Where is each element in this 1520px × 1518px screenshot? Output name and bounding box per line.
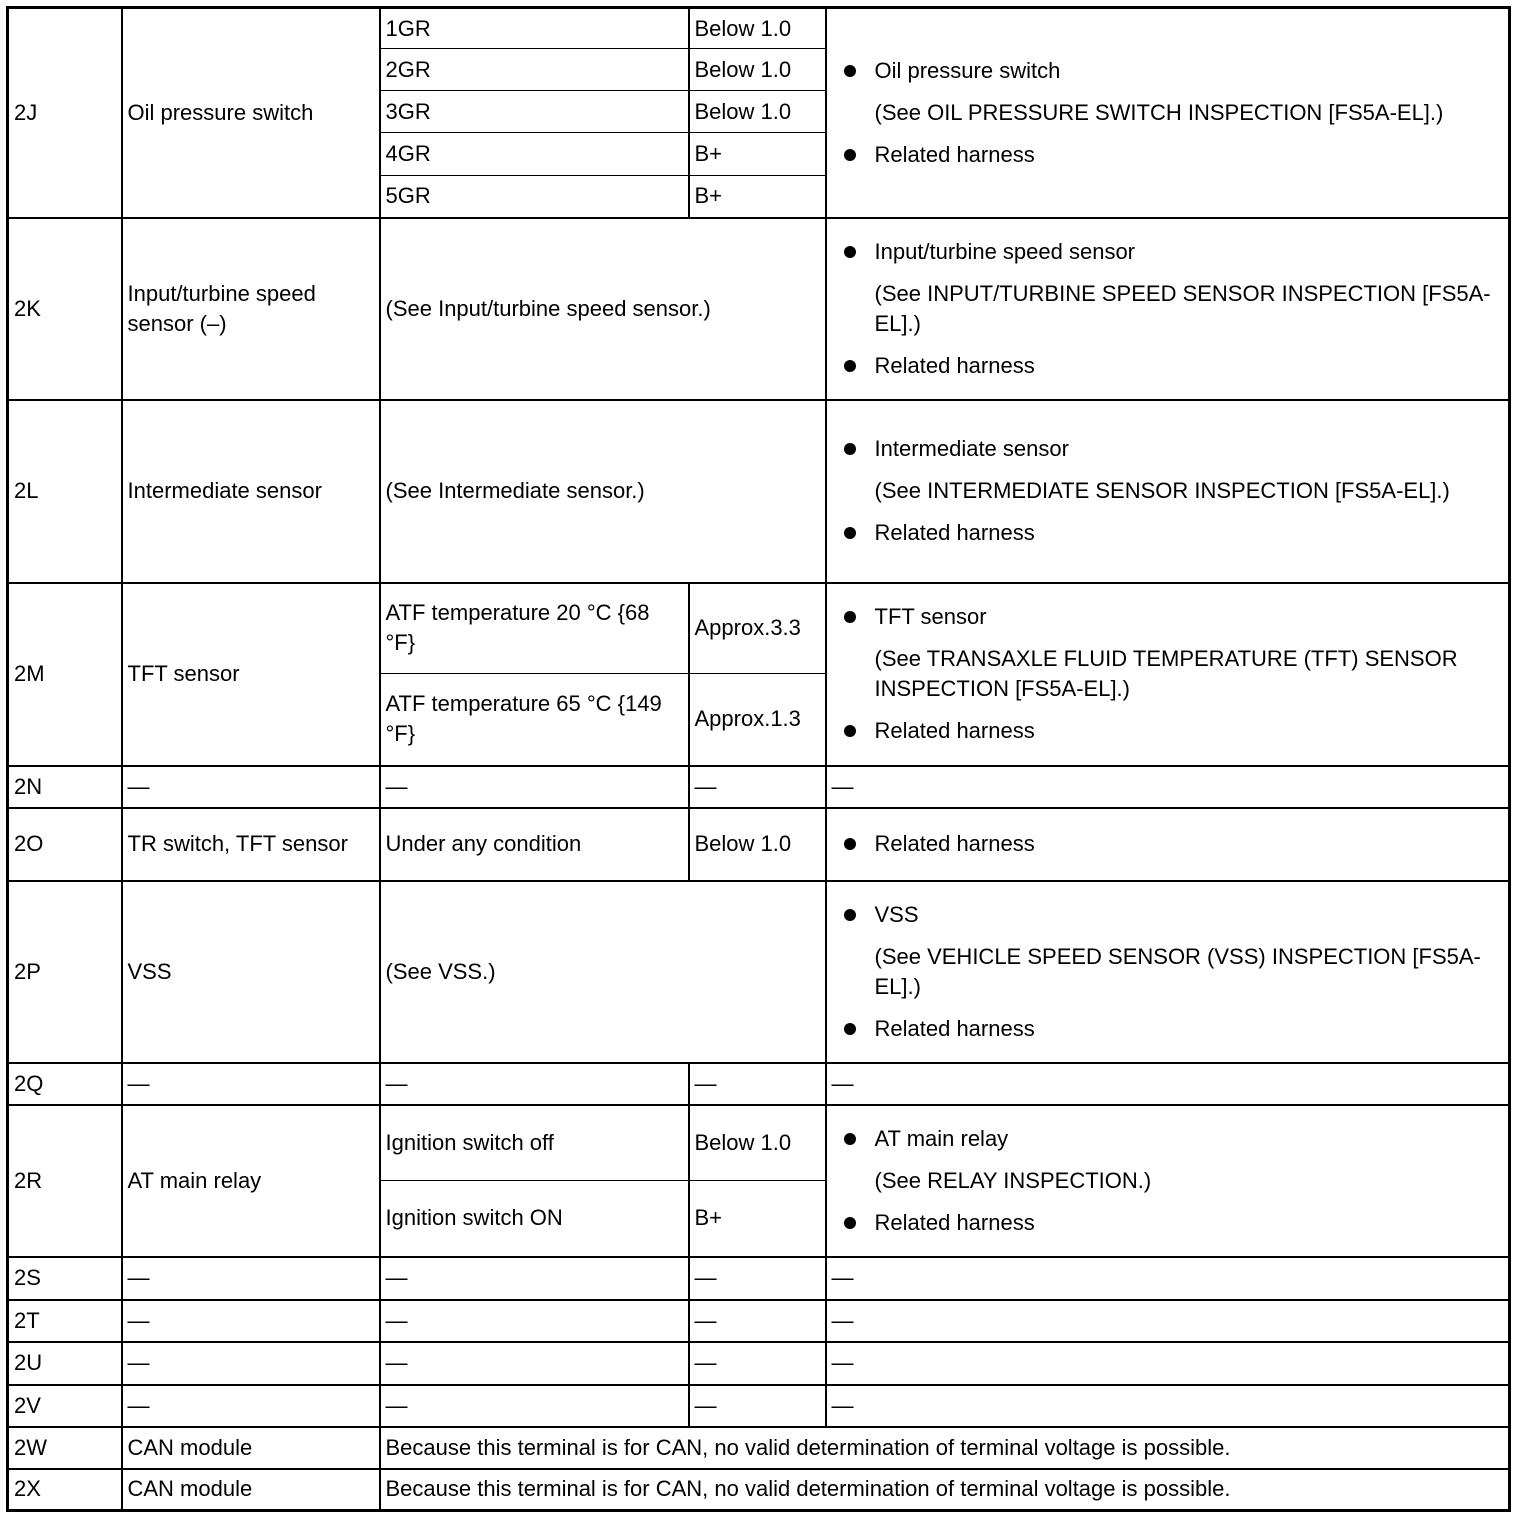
condition-cell: (See Intermediate sensor.) [380,400,826,583]
remarks-cell: — [826,1300,1510,1342]
table-row [8,1427,1510,1469]
remarks-cell [826,1105,1510,1257]
remarks-cell [826,881,1510,1063]
voltage-cell: B+ [689,133,826,176]
connected-to-cell: — [122,1385,380,1427]
note-cell: Because this terminal is for CAN, no valid determination of terminal voltage is possible. [380,1427,1510,1469]
table-row [8,218,1510,400]
remarks-cell: — [826,1342,1510,1385]
connected-to-cell: — [122,1300,380,1342]
table-row [8,1300,1510,1342]
note-cell: Because this terminal is for CAN, no valid determination of terminal voltage is possible. [380,1469,1510,1511]
voltage-cell: B+ [689,176,826,218]
remark-note: (See INPUT/TURBINE SPEED SENSOR INSPECTION [FS5A-EL].) [874,280,1491,336]
remark-harness: Related harness [875,829,1504,859]
table-row [8,1342,1510,1385]
condition-cell: — [380,1300,689,1342]
remark-harness: Related harness [875,351,1504,381]
table-row [8,1257,1510,1300]
table-row [8,766,1510,808]
connected-to-cell: — [122,1257,380,1300]
voltage-cell: Approx.1.3 [689,674,826,766]
remark-note: (See RELAY INSPECTION.) [874,1167,1152,1193]
voltage-cell: Below 1.0 [689,808,826,881]
connected-to-cell: Oil pressure switch [122,8,380,218]
table-row [8,1385,1510,1427]
remarks-cell [826,400,1510,583]
terminal-cell: 2P [8,881,122,1063]
connected-to-cell: — [122,1342,380,1385]
voltage-cell: — [689,1385,826,1427]
terminal-cell: 2N [8,766,122,808]
table-row [8,808,1510,881]
condition-cell: 4GR [380,133,689,176]
condition-cell: 5GR [380,176,689,218]
connected-to-cell: Input/turbine speed sensor (–) [122,218,380,400]
remark-harness: Related harness [875,140,1504,170]
connected-to-cell: CAN module [122,1469,380,1511]
remark-note: (See INTERMEDIATE SENSOR INSPECTION [FS5A-EL].) [874,478,1450,503]
voltage-cell: Approx.3.3 [689,583,826,674]
remark-note: (See VEHICLE SPEED SENSOR (VSS) INSPECTION [FS5A-EL].) [874,943,1481,999]
connected-to-cell: VSS [122,881,380,1063]
condition-cell: — [380,1385,689,1427]
remarks-cell [826,583,1510,766]
voltage-cell: — [689,1063,826,1105]
remark-item: AT main relay [875,1124,1504,1154]
remarks-cell [826,808,1510,881]
terminal-cell: 2S [8,1257,122,1300]
condition-cell: — [380,1063,689,1105]
condition-cell: ATF temperature 65 °C {149 °F} [380,674,689,766]
remark-item: TFT sensor [875,602,1504,632]
connected-to-cell: — [122,1063,380,1105]
condition-cell: (See VSS.) [380,881,826,1063]
condition-cell: — [380,766,689,808]
voltage-cell: — [689,1300,826,1342]
condition-cell: — [380,1257,689,1300]
terminal-cell: 2M [8,583,122,766]
connected-to-cell: TFT sensor [122,583,380,766]
voltage-cell: B+ [689,1181,826,1257]
terminal-cell: 2L [8,400,122,583]
voltage-cell: — [689,1342,826,1385]
terminal-cell: 2U [8,1342,122,1385]
remark-harness: Related harness [875,1014,1504,1044]
remarks-cell [826,218,1510,400]
terminal-cell: 2R [8,1105,122,1257]
terminal-cell: 2O [8,808,122,881]
remark-item: VSS [875,900,1504,930]
voltage-cell: Below 1.0 [689,1105,826,1181]
voltage-cell: — [689,766,826,808]
remarks-cell: — [826,766,1510,808]
remark-harness: Related harness [875,518,1504,548]
remarks-cell [826,8,1510,218]
connected-to-cell: Intermediate sensor [122,400,380,583]
remark-note: (See OIL PRESSURE SWITCH INSPECTION [FS5A-EL].) [874,99,1444,125]
remark-item: Intermediate sensor [875,434,1504,464]
remark-item: Input/turbine speed sensor [875,237,1504,267]
voltage-cell: Below 1.0 [689,91,826,133]
condition-cell: 3GR [380,91,689,133]
terminal-cell: 2J [8,8,122,218]
table-row [8,881,1510,1063]
condition-cell: 2GR [380,49,689,91]
voltage-cell: — [689,1257,826,1300]
voltage-cell: Below 1.0 [689,49,826,91]
remark-note: (See TRANSAXLE FLUID TEMPERATURE (TFT) SENSOR INSPECTION [FS5A-EL].) [874,646,1458,701]
terminal-cell: 2Q [8,1063,122,1105]
terminal-cell: 2W [8,1427,122,1469]
table-row [8,583,1510,674]
table-row [8,1105,1510,1181]
table-row [8,8,1510,49]
condition-cell: (See Input/turbine speed sensor.) [380,218,826,400]
remarks-cell: — [826,1257,1510,1300]
connected-to-cell: CAN module [122,1427,380,1469]
condition-cell: Ignition switch ON [380,1181,689,1257]
table-row [8,1063,1510,1105]
connected-to-cell: — [122,766,380,808]
remarks-cell: — [826,1063,1510,1105]
condition-cell: ATF temperature 20 °C {68 °F} [380,583,689,674]
table-row [8,1469,1510,1511]
connected-to-cell: AT main relay [122,1105,380,1257]
voltage-cell: Below 1.0 [689,8,826,49]
terminal-voltage-table [6,6,1511,1512]
terminal-cell: 2K [8,218,122,400]
remark-item: Oil pressure switch [875,56,1504,86]
connected-to-cell: TR switch, TFT sensor [122,808,380,881]
remarks-cell: — [826,1385,1510,1427]
table-row [8,400,1510,583]
remark-harness: Related harness [875,716,1504,746]
terminal-cell: 2T [8,1300,122,1342]
condition-cell: Ignition switch off [380,1105,689,1181]
condition-cell: Under any condition [380,808,689,881]
remark-harness: Related harness [875,1208,1504,1238]
condition-cell: — [380,1342,689,1385]
condition-cell: 1GR [380,8,689,49]
terminal-cell: 2X [8,1469,122,1511]
terminal-cell: 2V [8,1385,122,1427]
